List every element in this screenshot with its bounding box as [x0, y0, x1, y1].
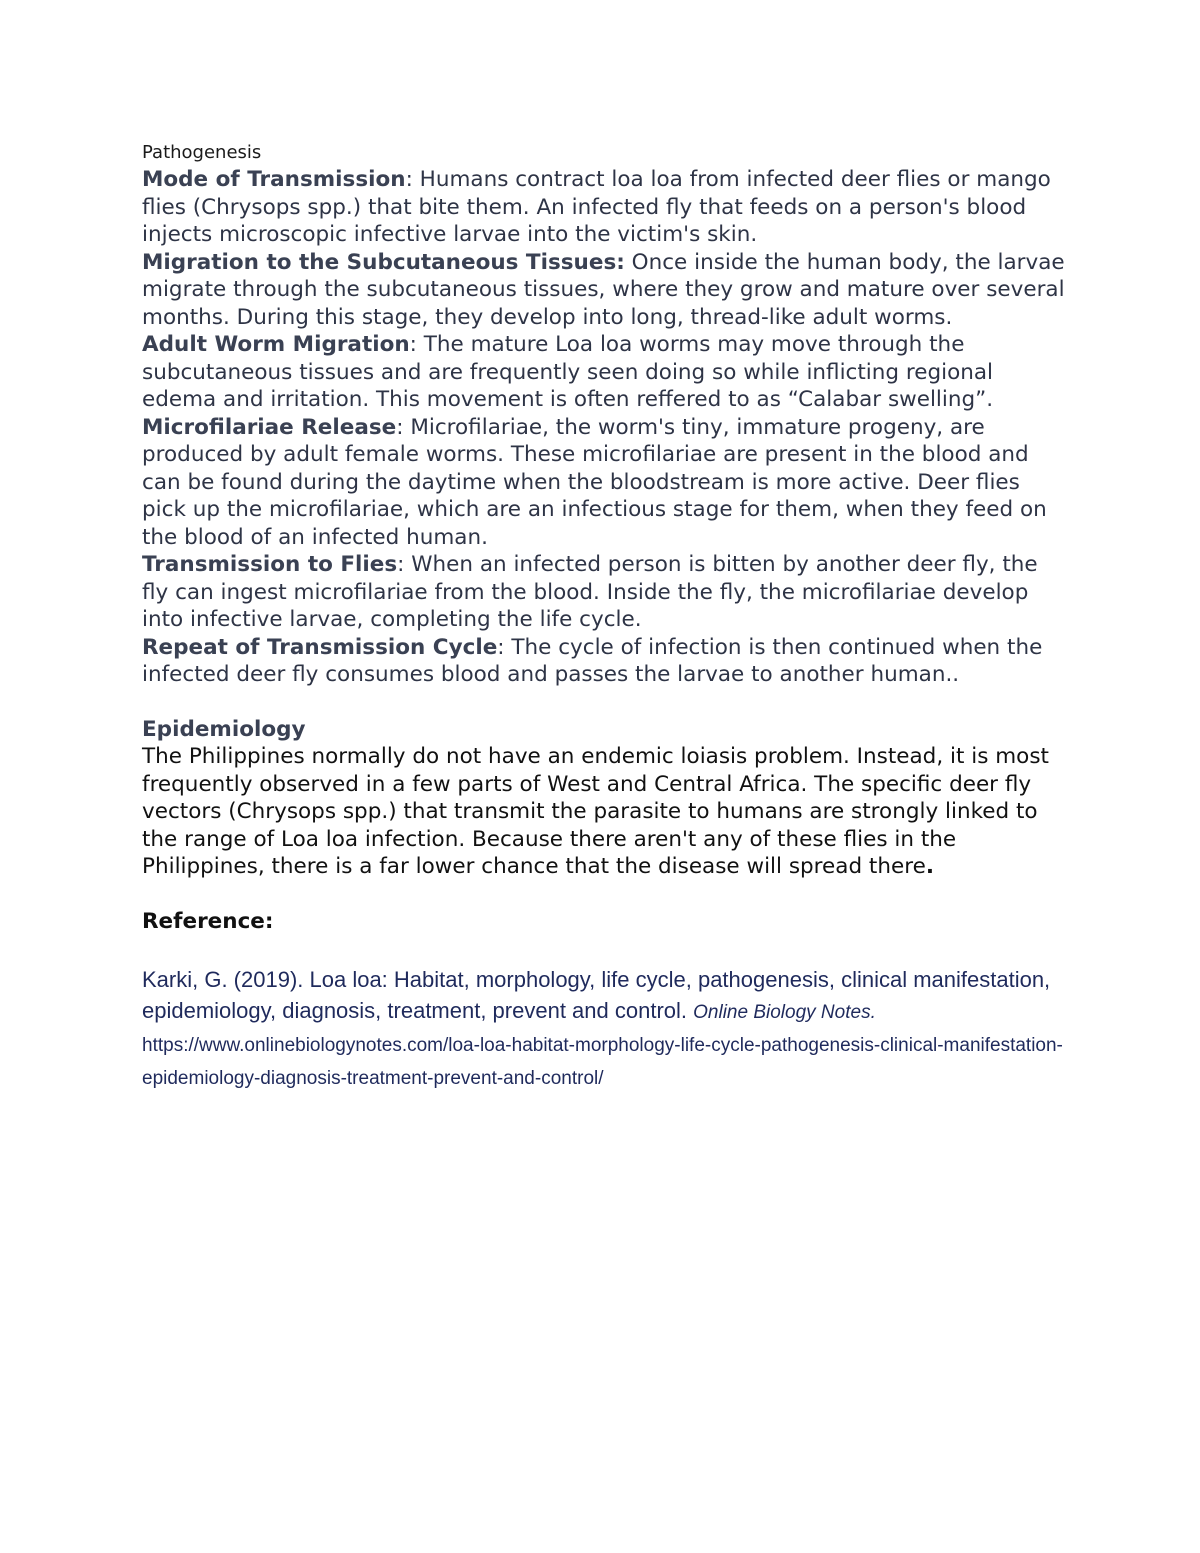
- paragraph-text: Microfilariae, the worm's tiny, immature progeny, are produced by adult female worms. These microfilariae are present in the blood and can be found during the daytime when the bloodstream is more active. Deer flies pick up the microfilariae, which are an infectious stage for them, when they feed on the blood of an infected human.: [142, 414, 1047, 550]
- citation-journal-end: .: [870, 1002, 876, 1023]
- title-separator: :: [397, 552, 405, 577]
- paragraph-text: The cycle of infection is then continued when the infected deer fly consumes blood and passes the larvae to another human..: [142, 634, 1043, 687]
- citation-url-link[interactable]: https://www.onlinebiologynotes.com/loa-loa-habitat-morphology-life-cycle-pathogenesis-clinical-manifestation-epidemiology-diagnosis-treatment-prevent-and-control/: [142, 1035, 1063, 1089]
- paragraph-text: When an infected person is bitten by another deer fly, the fly can ingest microfilariae from the blood. Inside the fly, the microfilariae develop into infective larvae, completing the life cycle.: [142, 552, 1038, 632]
- paragraph-mode-of-transmission: [142, 166, 1067, 249]
- citation-journal: Online Biology Notes: [693, 1002, 871, 1023]
- paragraph-title: Repeat of Transmission Cycle: [142, 634, 498, 660]
- paragraph-text: The mature Loa loa worms may move through the subcutaneous tissues and are frequently seen doing so while inflicting regional edema and irritation. This movement is often reffered to as “Calabar swelling”.: [142, 332, 994, 412]
- title-separator: :: [405, 167, 413, 192]
- citation-main-text: Karki, G. (2019). Loa loa: Habitat, morphology, life cycle, pathogenesis, clinical manifestation, epidemiology, diagnosis, treatment, prevent and control.: [142, 967, 1051, 1023]
- paragraph-text: Humans contract loa loa from infected deer flies or mango flies (Chrysops spp.) that bite them. An infected fly that feeds on a person's blood injects microscopic infective larvae into the victim's skin.: [142, 167, 1051, 247]
- epidemiology-paragraph: [142, 743, 1067, 881]
- epidemiology-heading: Epidemiology: [142, 716, 306, 742]
- section-label: Pathogenesis: [142, 142, 262, 163]
- paragraph-adult-worm-migration: [142, 331, 1067, 414]
- paragraph-title: Mode of Transmission: [142, 167, 406, 192]
- paragraph-title: Migration to the Subcutaneous Tissues:: [142, 249, 625, 275]
- epidemiology-end-mark: .: [925, 854, 934, 879]
- document-page: [142, 140, 1067, 1094]
- paragraph-repeat-cycle: [142, 634, 1067, 689]
- paragraph-title: Microfilariae Release: [142, 414, 397, 440]
- reference-heading: Reference:: [142, 908, 274, 934]
- reference-citation: [142, 964, 1067, 1094]
- paragraph-transmission-to-flies: [142, 551, 1067, 634]
- paragraph-text: Once inside the human body, the larvae migrate through the subcutaneous tissues, where they grow and mature over several months. During this stage, they develop into long, thread-like adult worms.: [142, 249, 1065, 330]
- paragraph-microfilariae-release: [142, 414, 1067, 552]
- spacer: [142, 935, 1067, 964]
- title-separator: :: [396, 414, 404, 440]
- spacer: [142, 881, 1067, 908]
- epidemiology-text: The Philippines normally do not have an endemic loiasis problem. Instead, it is most frequently observed in a few parts of West and Central Africa. The specific deer fly vectors (Chrysops spp.) that transmit the parasite to humans are strongly linked to the range of Loa loa infection. Because there aren't any of these flies in the Philippines, there is a far lower chance that the disease will spread there: [142, 744, 1049, 879]
- title-separator: :: [497, 634, 505, 660]
- spacer: [142, 689, 1067, 716]
- paragraph-migration-subcutaneous: [142, 249, 1067, 332]
- title-separator: :: [409, 332, 417, 357]
- paragraph-title: Transmission to Flies: [142, 552, 398, 577]
- paragraph-title: Adult Worm Migration: [142, 332, 410, 357]
